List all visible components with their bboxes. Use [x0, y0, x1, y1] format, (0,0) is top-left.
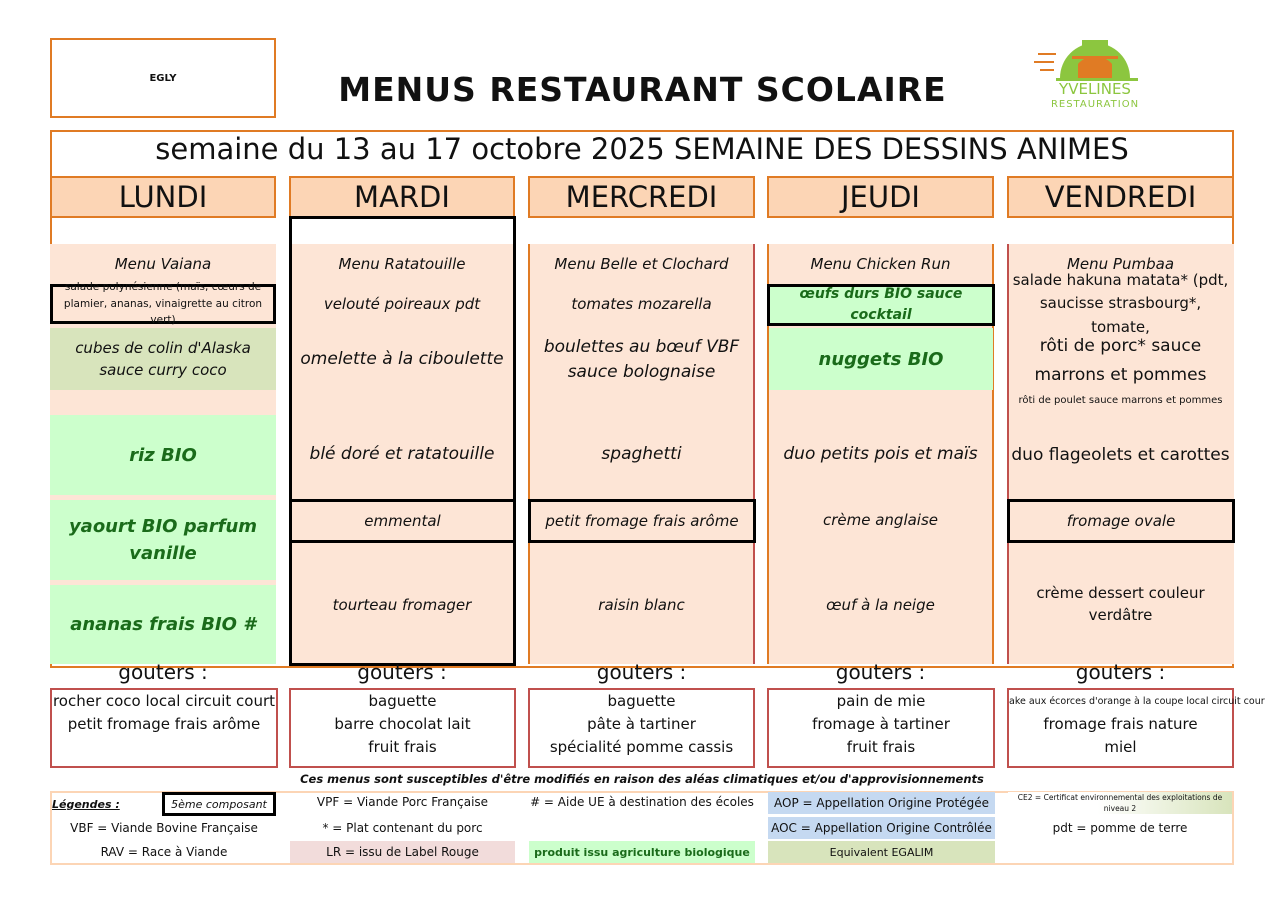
dessert: œuf à la neige [826, 595, 935, 614]
gouter-item: fruit frais [368, 738, 437, 756]
legend-title: Légendes : [52, 797, 120, 811]
legend-aop: AOP = Appellation Origine Protégée [768, 792, 995, 814]
day-header-jeudi: JEUDI [767, 176, 994, 218]
gouter-box-jeudi [767, 688, 995, 768]
gouters-label: gouters : [835, 660, 926, 684]
main-dish: omelette à la ciboulette [300, 349, 504, 370]
gouter-box-mercredi [528, 688, 755, 768]
gouters-label: gouters : [1075, 660, 1166, 684]
gouter-item: baguette [368, 692, 437, 710]
school-name: EGLY [149, 72, 177, 84]
legend-bio: produit issu agriculture biologique [529, 841, 755, 863]
legend-egalim: Equivalent EGALIM [768, 841, 995, 863]
page-title: MENUS RESTAURANT SCOLAIRE [338, 70, 947, 109]
dairy: petit fromage frais arôme [528, 499, 756, 543]
side-dish: riz BIO [50, 415, 276, 495]
entree: salade polynésienne (maïs, cœurs de plamier, ananas, vinaigrette au citron vert) [50, 284, 276, 324]
side-dish: blé doré et ratatouille [309, 444, 495, 465]
legend-ce2: CE2 = Certificat environnemental des exploitations de niveau 2 [1008, 792, 1232, 814]
dessert: raisin blanc [598, 595, 685, 614]
gouter-item: barre chocolat lait [334, 715, 471, 733]
week-title: semaine du 13 au 17 octobre 2025 SEMAINE DES DESSINS ANIMES [155, 132, 1129, 166]
menu-name: Menu Chicken Run [810, 254, 951, 273]
dairy: emmental [289, 499, 516, 543]
entree: tomates mozarella [571, 294, 712, 313]
gouter-item: fromage frais nature [1043, 715, 1198, 733]
menu-name: Menu Ratatouille [338, 254, 466, 273]
gouter-item: baguette [607, 692, 676, 710]
legend-lr: LR = issu de Label Rouge [290, 841, 515, 863]
side-dish: duo petits pois et maïs [783, 444, 978, 465]
day-header-mardi: MARDI [289, 176, 515, 218]
legend-ue: # = Aide UE à destination des écoles [530, 795, 754, 809]
logo-line1: YVELINES [1059, 80, 1131, 98]
gouter-item: petit fromage frais arôme [67, 715, 261, 733]
legend-vbf: VBF = Viande Bovine Française [70, 821, 258, 835]
gouter-box-lundi [50, 688, 278, 768]
entree: velouté poireaux pdt [323, 294, 481, 313]
school-name-box [50, 38, 276, 118]
legend-aoc: AOC = Appellation Origine Contrôlée [768, 817, 995, 839]
dairy: crème anglaise [822, 510, 939, 529]
gouter-item: miel [1104, 738, 1137, 756]
legend-vpf: VPF = Viande Porc Française [316, 795, 489, 809]
main-dish: nuggets BIO [769, 328, 993, 390]
dessert: tourteau fromager [332, 595, 472, 614]
gouter-item: ake aux écorces d'orange à la coupe local circuit cour [1009, 696, 1265, 707]
day-header-mercredi: MERCREDI [528, 176, 755, 218]
main-dish: rôti de porc* sauce marrons et pommes [1034, 336, 1207, 385]
dairy: yaourt BIO parfum vanille [50, 500, 276, 580]
gouter-box-mardi [289, 688, 516, 768]
gouter-box-vendredi [1007, 688, 1265, 768]
entree: salade hakuna matata* (pdt, saucisse strasbourg*, tomate, [1012, 271, 1229, 336]
gouter-item: rocher coco local circuit court [52, 692, 276, 710]
dessert: crème dessert couleur verdâtre [1036, 583, 1205, 624]
side-dish: spaghetti [601, 444, 682, 465]
main-dish: boulettes au bœuf VBF sauce bolognaise [543, 336, 740, 382]
legend-fifth-component: 5ème composant [162, 792, 276, 816]
dairy: fromage ovale [1007, 499, 1235, 543]
logo-line2: RESTAURATION [1050, 99, 1140, 110]
side-dish: duo flageolets et carottes [1011, 444, 1230, 465]
main-dish-alternative: rôti de poulet sauce marrons et pommes [1018, 394, 1223, 406]
day-header-vendredi: VENDREDI [1007, 176, 1234, 218]
gouter-item: pain de mie [836, 692, 926, 710]
legend-porc: * = Plat contenant du porc [322, 821, 483, 835]
day-header-lundi: LUNDI [50, 176, 276, 218]
gouters-label: gouters : [118, 660, 208, 684]
logo [1030, 30, 1160, 120]
disclaimer: Ces menus sont susceptibles d'être modifiés en raison des aléas climatiques et/ou d'approvisionnements [300, 772, 984, 786]
gouter-item: fromage à tartiner [812, 715, 950, 733]
legend-pdt: pdt = pomme de terre [1052, 821, 1188, 835]
menu-name: Menu Belle et Clochard [554, 254, 729, 273]
menu-name: Menu Vaiana [114, 254, 212, 273]
gouters-label: gouters : [357, 660, 447, 684]
gouter-item: fruit frais [846, 738, 916, 756]
gouters-label: gouters : [596, 660, 687, 684]
gouter-item: pâte à tartiner [587, 715, 696, 733]
menu-name: Menu Pumbaa [1066, 254, 1175, 273]
gouter-item: spécialité pomme cassis [549, 738, 734, 756]
legend-rav: RAV = Race à Viande [100, 845, 228, 859]
entree: œufs durs BIO sauce cocktail [767, 284, 995, 326]
dessert: ananas frais BIO # [50, 585, 276, 664]
main-dish: cubes de colin d'Alaska sauce curry coco [50, 328, 276, 390]
